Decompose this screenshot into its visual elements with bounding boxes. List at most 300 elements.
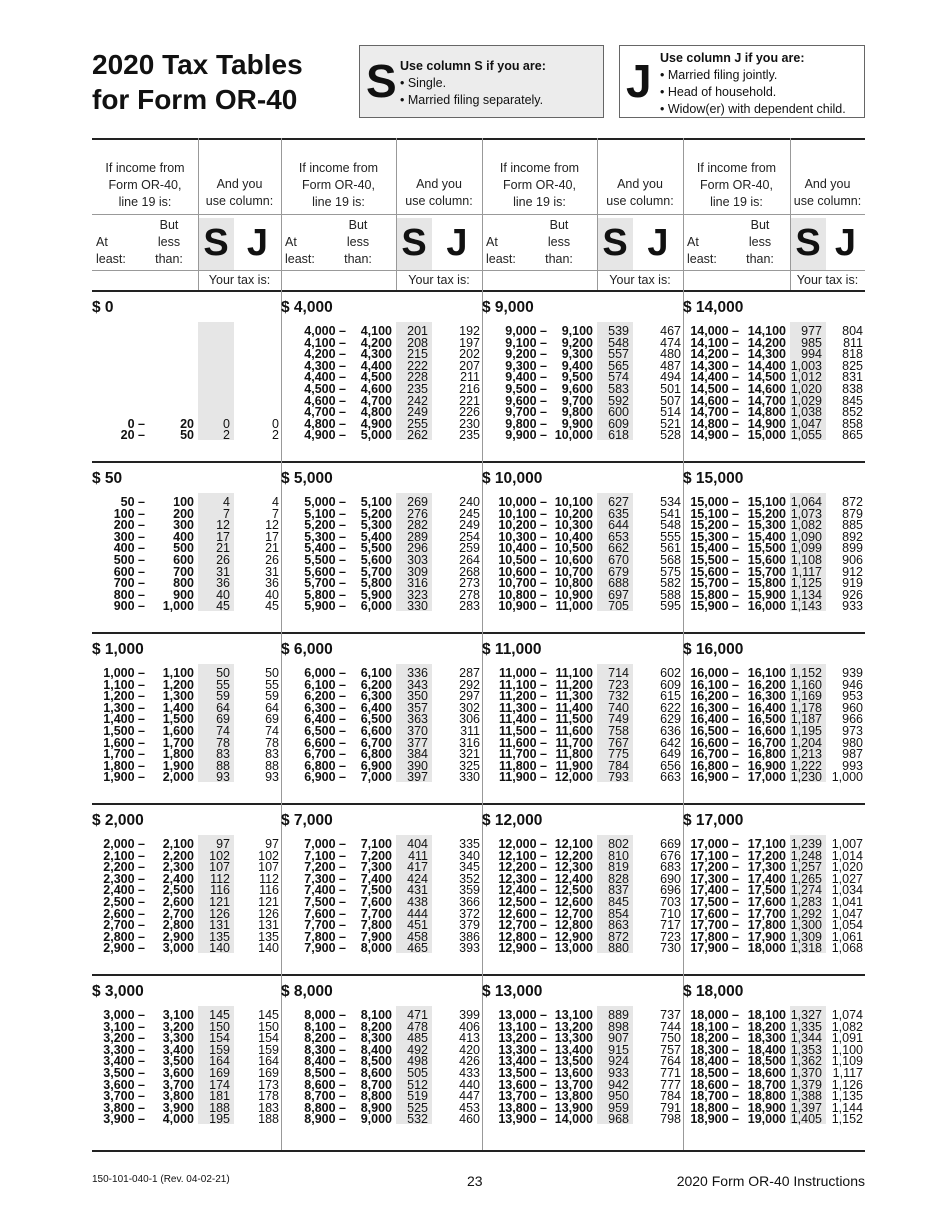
income-to-cell: 14,200 [747,335,786,350]
tax-j-cell: 831 [842,370,863,385]
tax-j-cell: 1,014 [831,848,863,863]
tax-j-cell: 1,082 [831,1019,863,1034]
income-label-line: If income from [499,161,580,175]
header-inner-rule [482,214,683,215]
tax-s-cell: 1,108 [790,553,822,567]
tax-s-cell: 150 [209,1019,230,1034]
income-to-cell: 4,100 [360,324,392,338]
income-to-cell: 14,700 [747,393,786,408]
header-inner-rule [92,214,281,215]
income-to-cell: 10,100 [554,495,593,509]
tax-s-cell: 1,265 [790,871,822,886]
tax-s-cell: 863 [608,918,629,933]
tax-s-cell: 64 [216,700,230,715]
income-to-cell: 14,100 [747,324,786,338]
tax-s-cell: 164 [209,1054,230,1069]
section-title: $ 0 [92,299,114,316]
tax-s-cell: 740 [608,700,629,715]
income-to-cell: 10,000 [554,428,593,443]
income-label-line: If income from [298,161,379,175]
tax-j-cell: 321 [459,747,480,762]
income-from-cell: 5,100 – [304,506,346,521]
tax-j-cell: 453 [459,1100,480,1115]
income-to-cell: 9,000 [360,1112,392,1127]
income-from-cell: 900 – [113,599,145,614]
tax-j-cell: 316 [459,735,480,750]
income-from-cell: 16,300 – [690,700,739,715]
tax-j-cell: 74 [265,724,279,738]
tax-s-cell: 222 [407,358,428,373]
tax-s-cell: 451 [407,918,428,933]
tax-j-cell: 69 [265,712,279,727]
tax-s-cell: 397 [407,770,428,785]
income-from-cell: 4,200 – [304,347,346,362]
income-from-cell: 11,600 – [499,735,547,750]
tax-s-cell: 249 [407,405,428,420]
income-from-cell: 10,400 – [498,541,547,556]
tax-s-cell: 915 [608,1042,629,1057]
tax-s-cell: 174 [209,1077,230,1092]
income-from-cell: 17,200 – [690,860,739,875]
income-from-cell: 1,800 – [103,758,145,773]
income-from-cell: 11,900 – [499,770,547,785]
tax-j-cell: 474 [660,335,681,350]
tax-s-cell: 140 [209,941,230,956]
tax-s-cell: 670 [608,553,629,567]
income-from-cell: 50 – [120,495,145,509]
tax-j-cell: 1,109 [831,1054,863,1069]
tax-j-cell: 791 [660,1100,681,1115]
income-to-cell: 13,600 [554,1066,593,1080]
tax-j-cell: 386 [459,929,480,944]
income-to-cell: 6,200 [360,677,392,692]
tax-j-cell: 514 [660,405,681,420]
your-tax-label: Your tax is: [408,273,470,287]
income-to-cell: 12,600 [554,895,593,909]
tax-j-cell: 379 [459,918,480,933]
tax-s-cell: 417 [407,860,428,875]
income-from-cell: 17,100 – [690,848,739,863]
income-to-cell: 50 [180,428,194,443]
tax-s-cell: 505 [407,1066,428,1080]
tax-s-cell: 31 [216,564,230,579]
tax-j-cell: 393 [459,941,480,956]
tax-s-cell: 26 [216,553,230,567]
income-to-cell: 15,600 [747,553,786,567]
at-least-line: least: [687,252,717,266]
income-to-cell: 18,500 [747,1054,786,1069]
tax-j-cell: 202 [459,347,480,362]
income-to-cell: 12,300 [554,860,593,875]
but-less-label [735,217,785,268]
income-from-cell: 16,100 – [690,677,739,692]
tax-j-cell: 528 [660,428,681,443]
income-to-cell: 3,800 [162,1089,194,1104]
income-from-cell: 2,200 – [103,860,145,875]
income-from-cell: 10,000 – [498,495,547,509]
income-from-cell: 12,200 – [498,860,547,875]
income-from-cell: 3,200 – [103,1031,145,1046]
income-to-cell: 3,900 [162,1100,194,1115]
income-to-cell: 14,800 [747,405,786,420]
tax-s-cell: 1,195 [790,724,822,738]
section-title: $ 12,000 [482,812,543,829]
tax-j-cell: 757 [660,1042,681,1057]
tax-s-cell: 350 [407,689,428,704]
column-j-info-box [619,45,865,118]
income-to-cell: 16,900 [747,758,786,773]
income-to-cell: 8,400 [360,1042,392,1057]
tax-s-cell: 55 [216,677,230,692]
income-to-cell: 7,700 [360,906,392,921]
tax-j-cell: 230 [459,416,480,431]
income-to-cell: 900 [173,587,194,602]
tax-s-cell: 255 [407,416,428,431]
income-from-cell: 5,000 – [304,495,346,509]
income-to-cell: 18,100 [747,1008,786,1022]
tax-j-cell: 845 [842,393,863,408]
income-to-cell: 7,300 [360,860,392,875]
income-from-cell: 4,400 – [304,370,346,385]
income-from-cell: 12,400 – [498,883,547,898]
tax-j-cell: 249 [459,518,480,533]
income-to-cell: 18,800 [747,1089,786,1104]
income-from-cell: 7,900 – [304,941,346,956]
tax-s-cell: 705 [608,599,629,614]
tax-j-cell: 933 [842,599,863,614]
tax-j-cell: 226 [459,405,480,420]
section-divider-rule [92,974,865,976]
tax-j-cell: 40 [265,587,279,602]
tax-j-cell: 804 [842,324,863,338]
income-from-cell: 17,300 – [690,871,739,886]
tax-s-cell: 714 [608,666,629,680]
income-from-cell: 5,300 – [304,529,346,544]
tax-s-cell: 465 [407,941,428,956]
income-from-cell: 16,800 – [690,758,739,773]
income-from-cell: 17,900 – [690,941,739,956]
income-from-cell: 3,900 – [103,1112,145,1127]
income-to-cell: 2,800 [162,918,194,933]
tax-s-cell: 1,012 [790,370,822,385]
income-to-cell: 1,300 [162,689,194,704]
income-from-cell: 11,800 – [499,758,547,773]
section-title: $ 17,000 [683,812,744,829]
section-title: $ 6,000 [281,641,333,658]
income-from-cell: 6,100 – [304,677,346,692]
tax-j-cell: 78 [265,735,279,750]
tax-j-cell: 946 [842,677,863,692]
income-from-cell: 7,500 – [304,895,346,909]
tax-j-cell: 287 [459,666,480,680]
tax-s-cell: 0 [223,416,230,431]
but-less-line: less [346,235,370,249]
tax-s-cell: 1,327 [790,1008,822,1022]
income-to-cell: 10,500 [554,541,593,556]
income-from-cell: 12,600 – [498,906,547,921]
tax-s-cell: 377 [407,735,428,750]
but-less-label [144,217,194,268]
but-less-line: But [348,218,368,232]
tax-s-cell: 159 [209,1042,230,1057]
tax-j-cell: 885 [842,518,863,533]
tax-j-cell: 899 [842,541,863,556]
section-title: $ 5,000 [281,470,333,487]
income-from-cell: 8,300 – [304,1042,346,1057]
income-to-cell: 11,500 [555,712,593,727]
income-to-cell: 10,300 [554,518,593,533]
income-from-cell: 16,700 – [690,747,739,762]
tax-j-cell: 102 [258,848,279,863]
column-s-letter: S [366,55,397,107]
tax-s-cell: 309 [407,564,428,579]
income-from-cell: 0 – [127,416,145,431]
income-from-cell: 13,900 – [498,1112,547,1127]
income-from-cell: 11,300 – [499,700,547,715]
tax-s-cell: 59 [216,689,230,704]
income-to-cell: 4,700 [360,393,392,408]
tax-j-cell: 399 [459,1008,480,1022]
income-from-cell: 18,500 – [690,1066,739,1080]
income-to-cell: 16,400 [747,700,786,715]
tax-s-cell: 282 [407,518,428,533]
income-from-cell: 7,800 – [304,929,346,944]
tax-s-cell: 802 [608,837,629,851]
tax-s-cell: 532 [407,1112,428,1127]
tax-s-cell: 154 [209,1031,230,1046]
tax-s-cell: 1,230 [790,770,822,785]
tax-s-cell: 959 [608,1100,629,1115]
income-to-cell: 16,200 [747,677,786,692]
tax-j-cell: 555 [660,529,681,544]
income-from-cell: 8,000 – [304,1008,346,1022]
tax-j-cell: 750 [660,1031,681,1046]
income-from-cell: 9,600 – [505,393,547,408]
tax-s-cell: 1,274 [790,883,822,898]
tax-j-cell: 615 [660,689,681,704]
tax-j-cell: 825 [842,358,863,373]
income-label-line: line 19 is: [710,195,763,209]
income-to-cell: 1,700 [162,735,194,750]
income-from-cell: 9,000 – [505,324,547,338]
tax-j-cell: 460 [459,1112,480,1127]
tax-j-cell: 1,117 [832,1066,863,1080]
tax-s-cell: 548 [608,335,629,350]
tax-j-cell: 622 [660,700,681,715]
income-from-cell: 1,900 – [103,770,145,785]
tax-j-cell: 494 [660,370,681,385]
income-from-cell: 16,000 – [690,666,739,680]
tax-j-cell: 541 [660,506,681,521]
tax-s-cell: 793 [608,770,629,785]
tax-s-cell: 1,099 [790,541,822,556]
tax-j-cell: 173 [258,1077,279,1092]
tax-s-cell: 592 [608,393,629,408]
income-from-cell: 9,500 – [505,382,547,396]
income-to-cell: 2,400 [162,871,194,886]
income-to-cell: 17,200 [747,848,786,863]
tax-j-cell: 1,100 [831,1042,863,1057]
tax-j-cell: 306 [459,712,480,727]
column-s-item: • Married filing separately. [400,93,544,107]
your-tax-label: Your tax is: [609,273,671,287]
income-to-cell: 12,800 [554,918,593,933]
income-from-cell: 8,800 – [304,1100,346,1115]
income-from-cell: 14,200 – [690,347,739,362]
income-from-cell: 600 – [113,564,145,579]
header-divider-rule [92,290,865,292]
tax-s-cell: 1,388 [790,1089,822,1104]
income-from-cell: 4,300 – [304,358,346,373]
tax-j-cell: 892 [842,529,863,544]
income-to-cell: 5,000 [360,428,392,443]
tax-s-cell: 1,318 [790,941,822,956]
income-to-cell: 5,400 [360,529,392,544]
s-column-letter: S [401,222,427,264]
at-least-line: least: [96,252,126,266]
tax-s-cell: 539 [608,324,629,338]
income-to-cell: 5,200 [360,506,392,521]
tax-s-cell: 498 [407,1054,428,1069]
income-to-cell: 9,900 [561,416,593,431]
income-to-cell: 500 [173,541,194,556]
tax-j-cell: 154 [258,1031,279,1046]
but-less-line: than: [545,252,573,266]
income-from-cell: 9,300 – [505,358,547,373]
income-to-cell: 9,300 [561,347,593,362]
income-from-cell: 14,800 – [690,416,739,431]
tax-s-cell: 512 [407,1077,428,1092]
tax-j-cell: 960 [842,700,863,715]
income-from-cell: 2,400 – [103,883,145,898]
income-to-cell: 11,900 [555,758,593,773]
tax-j-cell: 649 [660,747,681,762]
income-from-cell: 3,500 – [103,1066,145,1080]
income-from-cell: 7,200 – [304,860,346,875]
income-to-cell: 17,300 [747,860,786,875]
income-to-cell: 16,100 [747,666,786,680]
income-from-cell: 3,600 – [103,1077,145,1092]
column-j-item: • Head of household. [660,85,777,99]
income-from-cell: 2,600 – [103,906,145,921]
tax-s-cell: 627 [608,495,629,509]
income-to-cell: 18,900 [747,1100,786,1115]
tax-s-cell: 968 [608,1112,629,1127]
income-from-cell: 13,500 – [498,1066,547,1080]
tax-j-cell: 818 [842,347,863,362]
tax-s-cell: 1,117 [791,564,822,579]
tax-j-cell: 426 [459,1054,480,1069]
tax-s-cell: 181 [209,1089,230,1104]
tax-j-cell: 811 [843,335,863,350]
tax-j-cell: 340 [459,848,480,863]
tax-s-cell: 336 [407,666,428,680]
but-less-line: less [157,235,181,249]
tax-j-cell: 93 [265,770,279,785]
income-to-cell: 3,600 [162,1066,194,1080]
income-to-cell: 6,000 [360,599,392,614]
income-from-cell: 15,800 – [690,587,739,602]
income-from-cell: 16,200 – [690,689,739,704]
income-to-cell: 2,600 [162,895,194,909]
tax-s-cell: 907 [608,1031,629,1046]
income-from-cell: 13,700 – [498,1089,547,1104]
income-from-cell: 3,300 – [103,1042,145,1057]
income-to-cell: 2,100 [162,837,194,851]
tax-s-cell: 316 [407,576,428,591]
income-from-cell: 9,400 – [505,370,547,385]
income-from-cell: 9,700 – [505,405,547,420]
income-to-cell: 5,300 [360,518,392,533]
income-to-cell: 17,700 [747,906,786,921]
income-from-cell: 15,100 – [690,506,739,521]
income-from-cell: 5,700 – [304,576,346,591]
income-from-cell: 5,200 – [304,518,346,533]
income-to-cell: 7,000 [360,770,392,785]
tax-j-cell: 1,068 [831,941,863,956]
income-to-cell: 800 [173,576,194,591]
tax-s-cell: 36 [216,576,230,591]
tax-s-cell: 775 [608,747,629,762]
tax-s-cell: 478 [407,1019,428,1034]
income-to-cell: 3,000 [162,941,194,956]
income-from-cell: 14,400 – [690,370,739,385]
tax-j-cell: 4 [272,495,279,509]
income-to-cell: 4,000 [162,1112,194,1127]
income-from-cell: 100 – [113,506,145,521]
income-from-cell: 11,100 – [499,677,547,692]
income-from-cell: 11,200 – [499,689,547,704]
tax-j-cell: 121 [258,895,279,909]
tax-s-cell: 102 [209,848,230,863]
tax-s-cell: 303 [407,553,428,567]
income-to-cell: 7,200 [360,848,392,863]
income-to-cell: 8,800 [360,1089,392,1104]
income-to-cell: 6,600 [360,724,392,738]
tax-j-cell: 784 [660,1089,681,1104]
income-to-cell: 13,400 [554,1042,593,1057]
income-from-cell: 7,300 – [304,871,346,886]
tax-j-cell: 939 [842,666,863,680]
income-from-cell: 16,600 – [690,735,739,750]
tax-s-cell: 411 [408,848,428,863]
document-title: 2020 Form OR-40 Instructions [676,1173,865,1189]
tax-s-cell: 557 [608,347,629,362]
tax-s-cell: 323 [407,587,428,602]
income-to-cell: 15,700 [747,564,786,579]
tax-s-cell: 1,125 [790,576,822,591]
tax-j-cell: 636 [660,724,681,738]
income-to-cell: 16,800 [747,747,786,762]
and-you-line: use column: [793,194,862,208]
but-less-line: than: [746,252,774,266]
income-to-cell: 6,400 [360,700,392,715]
income-to-cell: 17,100 [747,837,786,851]
tax-j-cell: 221 [459,393,480,408]
income-from-cell: 13,400 – [498,1054,547,1069]
tax-s-cell: 635 [608,506,629,521]
income-from-cell: 12,900 – [498,941,547,956]
income-to-cell: 11,400 [555,700,593,715]
tax-s-cell: 1,257 [790,860,822,875]
tax-s-cell: 880 [608,941,629,956]
income-to-cell: 4,800 [360,405,392,420]
income-to-cell: 2,200 [162,848,194,863]
tax-j-cell: 302 [459,700,480,715]
income-to-cell: 4,400 [360,358,392,373]
tax-s-cell: 933 [608,1066,629,1080]
tax-s-cell: 330 [407,599,428,614]
